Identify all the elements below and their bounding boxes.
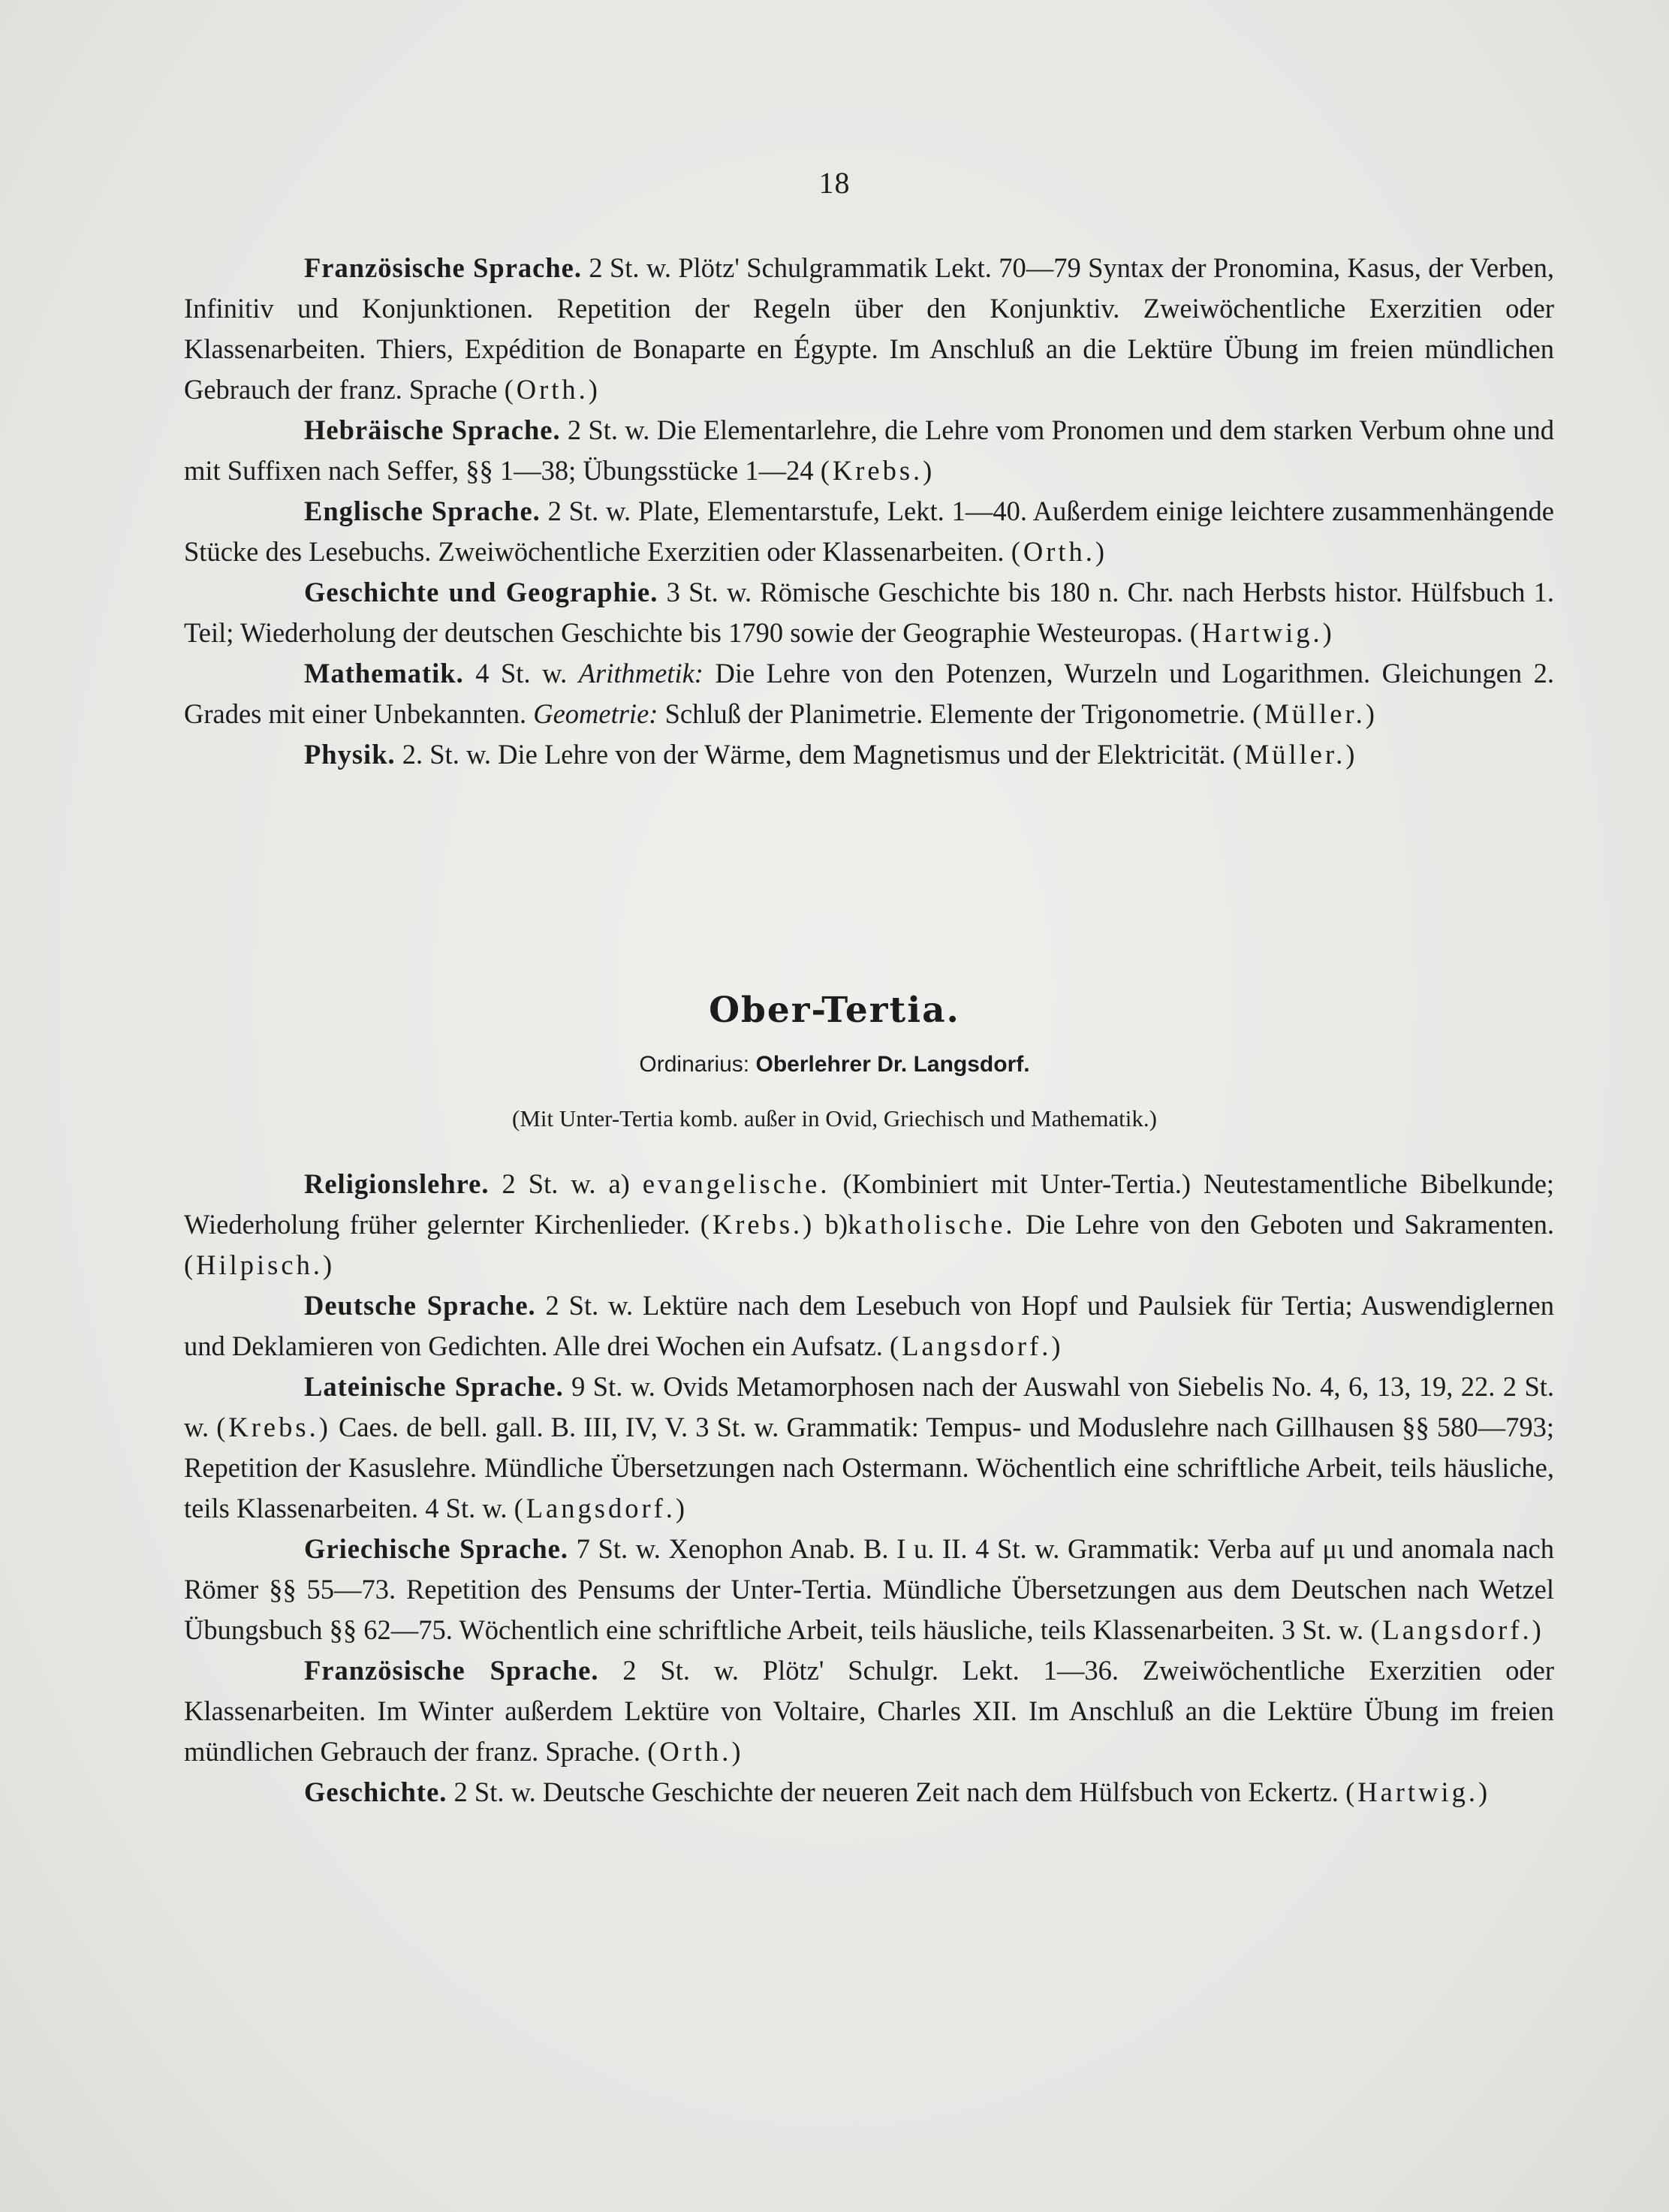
paragraph-text: Schluß der Planimetrie. Elemente der Trigonometrie.	[664, 698, 1246, 729]
teacher-name: (Hartwig.)	[1345, 1777, 1491, 1807]
subject-heading: Mathematik.	[304, 658, 464, 689]
subject-heading: Geschichte und Geographie.	[304, 577, 658, 607]
ordinarius-name: Oberlehrer Dr. Langsdorf.	[755, 1052, 1030, 1077]
teacher-name: (Orth.)	[1011, 536, 1108, 567]
paragraph-mathematik	[184, 653, 1554, 734]
hours-text: 2 St. w. a)	[502, 1168, 630, 1199]
paragraph-geschichte-geographie	[184, 572, 1554, 653]
paragraph-religion	[184, 1164, 1554, 1285]
paragraph-text: Caes. de bell. gall. B. III, IV, V. 3 St. w. Grammatik: Tempus- und Moduslehre nach Gillhausen §§ 580—793; Repetition der Kasuslehre. Mündliche Übersetzungen nach Ostermann. Wöchentlich eine schriftliche Arbeit, teils häusliche, teils Klassenarbeiten. 4 St. w.	[184, 1412, 1555, 1523]
subject-heading: Deutsche Sprache.	[304, 1290, 536, 1321]
geometrie-label: Geometrie:	[533, 698, 658, 729]
teacher-name: (Krebs.)	[700, 1209, 815, 1240]
subject-heading: Französische Sprache.	[304, 1655, 599, 1686]
subject-heading: Physik.	[304, 739, 396, 770]
arithmetik-label: Arithmetik:	[578, 658, 703, 689]
section-heading: Ober-Tertia.	[709, 990, 960, 1031]
option-prefix: b)	[824, 1209, 848, 1240]
subject-heading: Religionslehre.	[304, 1168, 490, 1199]
subject-heading: Englische Sprache.	[304, 496, 541, 526]
lower-section	[184, 1164, 1554, 1813]
paragraph-text: 2 St. w. Plötz' Schulgr. Lekt. 1—36. Zweiwöchentliche Exerzitien oder Klassenarbeiten. Im Winter außerdem Lektüre von Voltaire, Charles XII. Im Anschluß an die Lektüre Übung im freien mündlichen Gebrauch der franz. Sprache.	[184, 1655, 1555, 1767]
subject-heading: Geschichte.	[304, 1777, 447, 1807]
paragraph-text: (Kombiniert mit Unter-Tertia.) Neutestamentliche Bibelkunde; Wiederholung früher gelernter Kirchenlieder.	[184, 1168, 1555, 1240]
subject-heading: Hebräische Sprache.	[304, 414, 561, 445]
teacher-name: (Langsdorf.)	[514, 1493, 688, 1523]
subject-heading: Griechische Sprache.	[304, 1533, 569, 1564]
teacher-name: (Orth.)	[504, 374, 601, 405]
teacher-name: (Krebs.)	[216, 1412, 331, 1442]
paragraph-geschichte	[184, 1772, 1554, 1813]
subject-heading: Französische Sprache.	[304, 252, 582, 283]
combination-note: (Mit Unter-Tertia komb. außer in Ovid, Griechisch und Mathematik.)	[512, 1105, 1157, 1132]
paragraph-franzoesisch-ut	[184, 248, 1554, 410]
paragraph-text: Die Lehre von den Potenzen, Wurzeln und Logarithmen. Gleichungen 2. Grades mit einer Unbekannten.	[184, 658, 1555, 729]
paragraph-text: 9 St. w. Ovids Metamorphosen nach der Auswahl von Siebelis No. 4, 6, 13, 19, 22. 2 St. w.	[184, 1371, 1555, 1442]
hours-text: 4 St. w.	[475, 658, 568, 689]
paragraph-hebraeisch	[184, 410, 1554, 491]
paragraph-text: 2 St. w. Plötz' Schulgrammatik Lekt. 70—79 Syntax der Pronomina, Kasus, der Verben, Infinitiv und Konjunktionen. Repetition der Regeln über den Konjunktiv. Zweiwöchentliche Exerzitien oder Klassenarbeiten. Thiers, Expédition de Bonaparte en Égypte. Im Anschluß an die Lektüre Übung im freien mündlichen Gebrauch der franz. Sprache	[184, 252, 1555, 405]
ordinarius-line	[0, 1052, 1669, 1077]
paragraph-text: 2 St. w. Deutsche Geschichte der neueren Zeit nach dem Hülfsbuch von Eckertz.	[453, 1777, 1339, 1807]
paragraph-physik	[184, 734, 1554, 775]
paragraph-text: 2 St. w. Die Elementarlehre, die Lehre vom Pronomen und dem starken Verbum ohne und mit Suffixen nach Seffer, §§ 1—38; Übungsstücke 1—24	[184, 414, 1555, 486]
teacher-name: (Müller.)	[1232, 739, 1358, 770]
evangelisch-label: evangelische.	[642, 1168, 830, 1199]
paragraph-text: 3 St. w. Römische Geschichte bis 180 n. Chr. nach Herbsts histor. Hülfsbuch 1. Teil; Wiederholung der deutschen Geschichte bis 1790 sowie der Geographie Westeuropas.	[184, 577, 1554, 648]
paragraph-latein	[184, 1367, 1554, 1529]
paragraph-text: 7 St. w. Xenophon Anab. B. I u. II. 4 St. w. Grammatik: Verba auf μι und anomala nach Römer §§ 55—73. Repetition des Pensums der Unter-Tertia. Mündliche Übersetzungen aus dem Deutschen nach Wetzel Übungsbuch §§ 62—75. Wöchentlich eine schriftliche Arbeit, teils häusliche, teils Klassenarbeiten. 3 St. w.	[184, 1533, 1555, 1645]
paragraph-text: 2 St. w. Plate, Elementarstufe, Lekt. 1—40. Außerdem einige leichtere zusammenhängende Stücke des Lesebuchs. Zweiwöchentliche Exerzitien oder Klassenarbeiten.	[184, 496, 1555, 567]
paragraph-griechisch	[184, 1529, 1554, 1650]
ordinarius-label: Ordinarius:	[639, 1052, 750, 1077]
paragraph-text: 2. St. w. Die Lehre von der Wärme, dem Magnetismus und der Elektricität.	[402, 739, 1226, 770]
paragraph-deutsch	[184, 1285, 1554, 1367]
paragraph-englisch	[184, 491, 1554, 572]
subject-heading: Lateinische Sprache.	[304, 1371, 564, 1402]
teacher-name: (Krebs.)	[820, 455, 935, 486]
paragraph-text: 2 St. w. Lektüre nach dem Lesebuch von Hopf und Paulsiek für Tertia; Auswendiglernen und Deklamieren von Gedichten. Alle drei Wochen ein Aufsatz.	[184, 1290, 1555, 1361]
teacher-name: (Langsdorf.)	[890, 1331, 1064, 1361]
teacher-name: (Langsdorf.)	[1370, 1614, 1544, 1645]
teacher-name: (Hartwig.)	[1189, 617, 1335, 648]
katholisch-label: katholische.	[848, 1209, 1016, 1240]
teacher-name: (Hilpisch.)	[184, 1249, 336, 1280]
teacher-name: (Orth.)	[647, 1736, 744, 1767]
page-number: 18	[818, 166, 851, 200]
paragraph-franzoesisch-ot	[184, 1650, 1554, 1772]
paragraph-text: Die Lehre von den Geboten und Sakramenten.	[1026, 1209, 1555, 1240]
upper-section	[184, 248, 1554, 775]
teacher-name: (Müller.)	[1252, 698, 1378, 729]
